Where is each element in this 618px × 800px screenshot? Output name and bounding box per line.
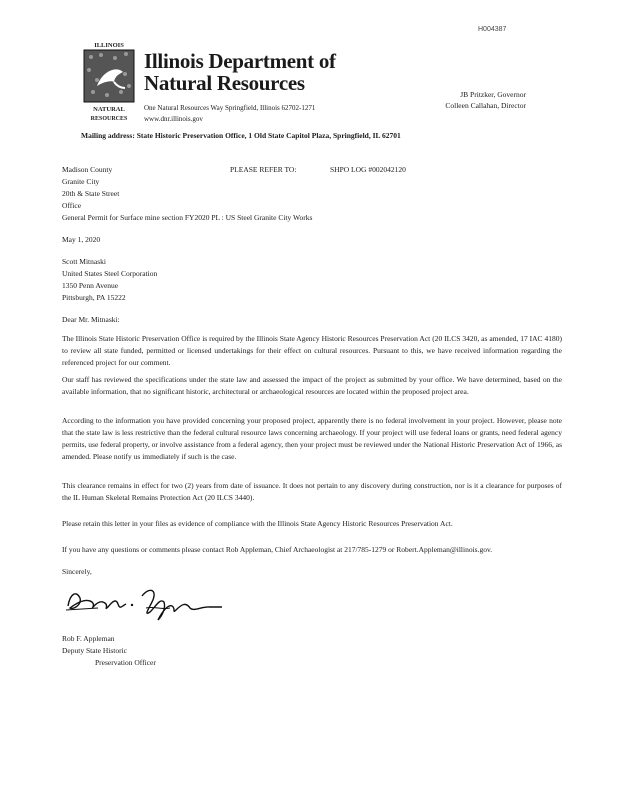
svg-text:RESOURCES: RESOURCES xyxy=(90,116,128,122)
salutation: Dear Mr. Mitnaski: xyxy=(62,315,120,324)
addressee-street: 1350 Penn Avenue xyxy=(62,281,119,290)
paragraph: According to the information you have provided concerning your proposed project, apparently there is no federal involvement in your project. However, please note that the state law is less restrictive than the federal cultural resource laws concerning archaeology. If your project will use federal loans or grants, need federal agency permits, use federal property, or involve assistance from a federal agency, then your project must be reviewed under the National Historic Preservation Act of 1966, as amended. Please notify us immediately if such is the case. xyxy=(62,416,562,461)
refer-to-label: PLEASE REFER TO: xyxy=(230,165,297,174)
idnr-logo xyxy=(81,40,137,132)
shpo-log-number: SHPO LOG #002042120 xyxy=(330,165,406,174)
agency-website: www.dnr.illinois.gov xyxy=(144,115,203,123)
mailing-address: Mailing address: State Historic Preservation Office, 1 Old State Capitol Plaza, Springfield, IL 62701 xyxy=(81,131,401,140)
letter-date: May 1, 2020 xyxy=(62,235,101,244)
svg-text:ILLINOIS: ILLINOIS xyxy=(94,42,124,49)
recipient-street: 20th & State Street xyxy=(62,189,120,198)
paragraph: Please retain this letter in your files as evidence of compliance with the Illinois State Agency Historic Resources Preservation Act. xyxy=(62,519,453,528)
signatory-title: Deputy State Historic xyxy=(62,646,127,655)
addressee-name: Scott Mitnaski xyxy=(62,257,106,266)
project-description: General Permit for Surface mine section FY2020 PL : US Steel Granite City Works xyxy=(62,213,313,222)
signatory-title-continued: Preservation Officer xyxy=(95,658,156,667)
addressee-company: United States Steel Corporation xyxy=(62,269,158,278)
paragraph: Our staff has reviewed the specifications under the state law and assessed the impact of the project as submitted by your office. We have determined, based on the available information, that no significant historic, architectural or archaeological resources are located within the proposed project area. xyxy=(62,375,562,396)
handwritten-signature xyxy=(62,580,232,626)
recipient-city: Granite City xyxy=(62,177,100,186)
director-name: Colleen Callahan, Director xyxy=(445,101,526,110)
governor-name: JB Pritzker, Governor xyxy=(460,90,526,99)
signatory-name: Rob F. Appleman xyxy=(62,634,115,643)
closing: Sincerely, xyxy=(62,567,92,576)
document-id: H004387 xyxy=(478,26,507,33)
agency-name-line1: Illinois Department of xyxy=(144,49,336,73)
addressee-city: Pittsburgh, PA 15222 xyxy=(62,293,126,302)
agency-address: One Natural Resources Way Springfield, Illinois 62702-1271 xyxy=(144,104,316,112)
paragraph: If you have any questions or comments please contact Rob Appleman, Chief Archaeologist at 217/785-1279 or Robert.Appleman@illinois.gov. xyxy=(62,545,493,554)
recipient-county: Madison County xyxy=(62,165,113,174)
svg-text:NATURAL: NATURAL xyxy=(93,106,125,113)
agency-name xyxy=(144,50,336,94)
agency-name-line2: Natural Resources xyxy=(144,71,305,95)
paragraph: The Illinois State Historic Preservation Office is required by the Illinois State Agency Historic Resources Preservation Act (20 ILCS 3420, as amended, 17 IAC 4180) to review all state funded, permitted or licensed undertakings for their effect on cultural resources. Pursuant to this, we have received information regarding the referenced project for our comment. xyxy=(62,334,562,367)
paragraph: This clearance remains in effect for two (2) years from date of issuance. It does not pertain to any discovery during construction, nor is it a clearance for purposes of the IL Human Skeletal Remains Protection Act (20 ILCS 3440). xyxy=(62,481,562,502)
recipient-type: Office xyxy=(62,201,82,210)
